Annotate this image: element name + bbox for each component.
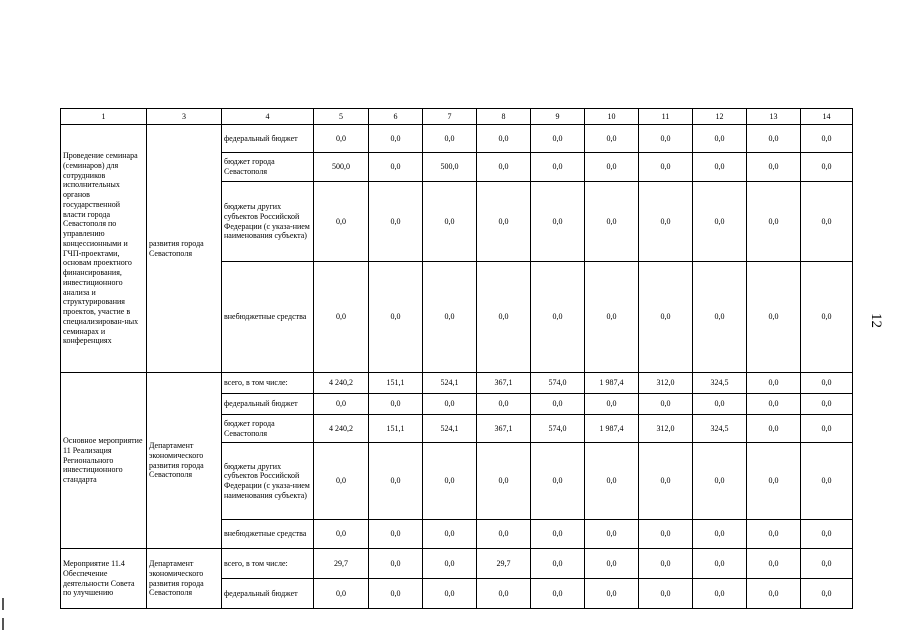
amount-cell: 0,0 (747, 262, 801, 373)
amount-cell: 324,5 (693, 415, 747, 443)
amount-cell: 0,0 (314, 262, 369, 373)
amount-cell: 0,0 (423, 394, 477, 415)
amount-cell: 0,0 (747, 182, 801, 262)
amount-cell: 0,0 (585, 394, 639, 415)
amount-cell: 0,0 (693, 153, 747, 182)
amount-cell: 0,0 (801, 520, 853, 549)
amount-cell: 0,0 (423, 262, 477, 373)
page-number: 12 (868, 313, 884, 328)
funding-source-cell: федеральный бюджет (222, 394, 314, 415)
table-row (61, 549, 853, 579)
amount-cell: 0,0 (639, 262, 693, 373)
amount-cell: 0,0 (477, 394, 531, 415)
amount-cell: 0,0 (314, 443, 369, 520)
amount-cell: 0,0 (585, 520, 639, 549)
amount-cell: 0,0 (314, 182, 369, 262)
amount-cell: 0,0 (423, 182, 477, 262)
header-cell: 5 (314, 109, 369, 125)
header-cell: 3 (147, 109, 222, 125)
header-cell: 12 (693, 109, 747, 125)
amount-cell: 0,0 (585, 153, 639, 182)
amount-cell: 0,0 (531, 182, 585, 262)
amount-cell: 0,0 (585, 549, 639, 579)
amount-cell: 0,0 (693, 549, 747, 579)
amount-cell: 367,1 (477, 415, 531, 443)
amount-cell: 0,0 (639, 394, 693, 415)
amount-cell: 0,0 (693, 443, 747, 520)
scan-margin-mark (2, 598, 4, 610)
amount-cell: 0,0 (314, 394, 369, 415)
amount-cell: 0,0 (423, 579, 477, 609)
funding-source-cell: всего, в том числе: (222, 373, 314, 394)
amount-cell: 0,0 (369, 520, 423, 549)
amount-cell: 0,0 (801, 262, 853, 373)
amount-cell: 4 240,2 (314, 373, 369, 394)
amount-cell: 0,0 (801, 443, 853, 520)
amount-cell: 151,1 (369, 373, 423, 394)
amount-cell: 0,0 (747, 579, 801, 609)
amount-cell: 0,0 (477, 443, 531, 520)
amount-cell: 1 987,4 (585, 415, 639, 443)
responsible-executor-cell: Департамент экономического развития города Севастополя (147, 373, 222, 549)
amount-cell: 0,0 (639, 549, 693, 579)
amount-cell: 0,0 (801, 415, 853, 443)
amount-cell: 0,0 (747, 394, 801, 415)
amount-cell: 0,0 (423, 125, 477, 153)
amount-cell: 0,0 (801, 373, 853, 394)
amount-cell: 0,0 (801, 125, 853, 153)
amount-cell: 0,0 (585, 579, 639, 609)
amount-cell: 0,0 (477, 125, 531, 153)
amount-cell: 0,0 (747, 549, 801, 579)
header-cell: 6 (369, 109, 423, 125)
amount-cell: 0,0 (531, 549, 585, 579)
amount-cell: 0,0 (369, 262, 423, 373)
amount-cell: 0,0 (531, 520, 585, 549)
amount-cell: 0,0 (423, 443, 477, 520)
amount-cell: 0,0 (369, 443, 423, 520)
amount-cell: 0,0 (639, 579, 693, 609)
amount-cell: 0,0 (639, 520, 693, 549)
funding-source-cell: бюджеты других субъектов Российской Федерации (с указа-нием наименования субъекта) (222, 443, 314, 520)
amount-cell: 0,0 (747, 153, 801, 182)
activity-name-cell: Мероприятие 11.4 Обеспечение деятельности Совета по улучшению (61, 549, 147, 609)
amount-cell: 0,0 (531, 579, 585, 609)
header-cell: 13 (747, 109, 801, 125)
amount-cell: 0,0 (531, 394, 585, 415)
amount-cell: 0,0 (369, 579, 423, 609)
header-cell: 4 (222, 109, 314, 125)
amount-cell: 574,0 (531, 373, 585, 394)
amount-cell: 0,0 (585, 182, 639, 262)
amount-cell: 0,0 (585, 125, 639, 153)
header-cell: 14 (801, 109, 853, 125)
amount-cell: 0,0 (531, 125, 585, 153)
amount-cell: 0,0 (639, 125, 693, 153)
amount-cell: 0,0 (747, 443, 801, 520)
amount-cell: 151,1 (369, 415, 423, 443)
table-row (61, 373, 853, 394)
amount-cell: 0,0 (585, 262, 639, 373)
amount-cell: 574,0 (531, 415, 585, 443)
amount-cell: 29,7 (477, 549, 531, 579)
amount-cell: 0,0 (423, 549, 477, 579)
amount-cell: 0,0 (477, 520, 531, 549)
funding-source-cell: всего, в том числе: (222, 549, 314, 579)
amount-cell: 0,0 (693, 520, 747, 549)
amount-cell: 0,0 (477, 182, 531, 262)
amount-cell: 0,0 (693, 182, 747, 262)
header-cell: 10 (585, 109, 639, 125)
amount-cell: 0,0 (747, 373, 801, 394)
funding-source-cell: бюджет города Севастополя (222, 153, 314, 182)
amount-cell: 0,0 (314, 125, 369, 153)
amount-cell: 29,7 (314, 549, 369, 579)
funding-source-cell: бюджет города Севастополя (222, 415, 314, 443)
amount-cell: 0,0 (693, 262, 747, 373)
header-cell: 9 (531, 109, 585, 125)
amount-cell: 312,0 (639, 415, 693, 443)
amount-cell: 0,0 (314, 520, 369, 549)
amount-cell: 0,0 (531, 443, 585, 520)
amount-cell: 367,1 (477, 373, 531, 394)
amount-cell: 0,0 (747, 415, 801, 443)
amount-cell: 0,0 (369, 125, 423, 153)
budget-table (60, 108, 853, 609)
scan-margin-mark (2, 618, 4, 630)
header-cell: 8 (477, 109, 531, 125)
amount-cell: 0,0 (801, 549, 853, 579)
responsible-executor-cell: развития города Севастополя (147, 125, 222, 373)
amount-cell: 324,5 (693, 373, 747, 394)
amount-cell: 0,0 (693, 125, 747, 153)
amount-cell: 0,0 (369, 153, 423, 182)
amount-cell: 0,0 (369, 549, 423, 579)
amount-cell: 500,0 (423, 153, 477, 182)
header-cell: 7 (423, 109, 477, 125)
amount-cell: 524,1 (423, 415, 477, 443)
amount-cell: 0,0 (801, 182, 853, 262)
amount-cell: 500,0 (314, 153, 369, 182)
activity-name-cell: Основное мероприятие 11 Реализация Регионального инвестиционного стандарта (61, 373, 147, 549)
funding-source-cell: внебюджетные средства (222, 262, 314, 373)
table-row (61, 125, 853, 153)
amount-cell: 0,0 (423, 520, 477, 549)
amount-cell: 0,0 (639, 182, 693, 262)
header-row (61, 109, 853, 125)
amount-cell: 0,0 (531, 262, 585, 373)
amount-cell: 0,0 (314, 579, 369, 609)
amount-cell: 0,0 (477, 262, 531, 373)
amount-cell: 0,0 (801, 579, 853, 609)
amount-cell: 0,0 (369, 182, 423, 262)
amount-cell: 0,0 (747, 520, 801, 549)
amount-cell: 0,0 (477, 579, 531, 609)
header-cell: 1 (61, 109, 147, 125)
amount-cell: 0,0 (801, 153, 853, 182)
header-cell: 11 (639, 109, 693, 125)
amount-cell: 0,0 (693, 579, 747, 609)
amount-cell: 0,0 (747, 125, 801, 153)
amount-cell: 0,0 (639, 153, 693, 182)
amount-cell: 1 987,4 (585, 373, 639, 394)
amount-cell: 0,0 (801, 394, 853, 415)
funding-source-cell: федеральный бюджет (222, 579, 314, 609)
funding-source-cell: внебюджетные средства (222, 520, 314, 549)
amount-cell: 4 240,2 (314, 415, 369, 443)
amount-cell: 312,0 (639, 373, 693, 394)
amount-cell: 0,0 (639, 443, 693, 520)
funding-source-cell: федеральный бюджет (222, 125, 314, 153)
amount-cell: 524,1 (423, 373, 477, 394)
amount-cell: 0,0 (585, 443, 639, 520)
amount-cell: 0,0 (531, 153, 585, 182)
responsible-executor-cell: Департамент экономического развития города Севастополя (147, 549, 222, 609)
activity-name-cell: Проведение семинара (семинаров) для сотрудников исполнительных органов государственной власти города Севастополя по управлению концессионными и ГЧП-проектами, основам проектного финансирования, инвестиционного анализа и структурирования проектов, участие в специализирован-ных семинарах и конференциях (61, 125, 147, 373)
amount-cell: 0,0 (477, 153, 531, 182)
amount-cell: 0,0 (369, 394, 423, 415)
amount-cell: 0,0 (693, 394, 747, 415)
funding-source-cell: бюджеты других субъектов Российской Федерации (с указа-нием наименования субъекта) (222, 182, 314, 262)
